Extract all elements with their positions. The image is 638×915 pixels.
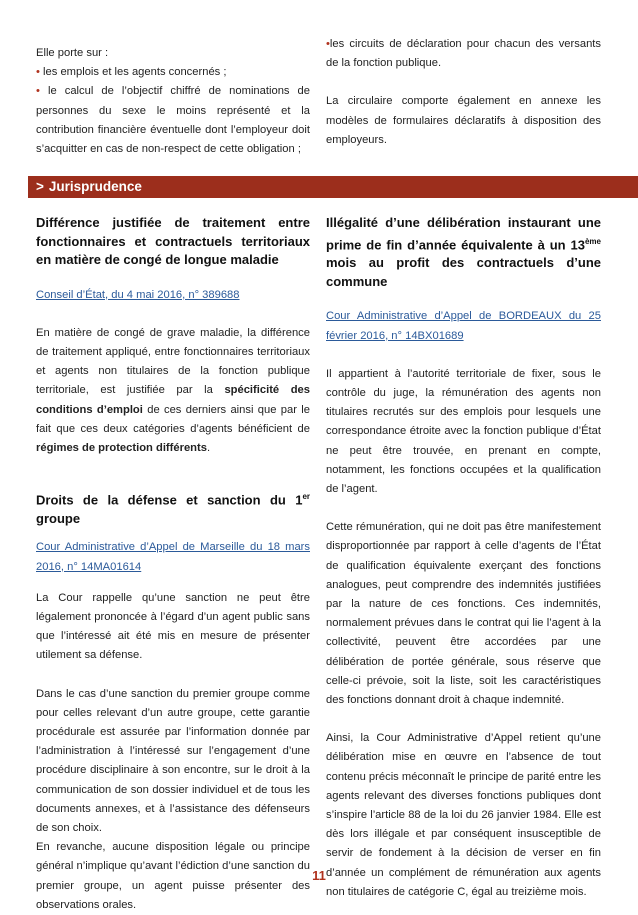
case-1-title: Différence justifiée de traitement entre fonctionnaires et contractuels territoriaux en matière de congé de longue maladie	[36, 215, 310, 267]
intro-heading: Elle porte sur :	[36, 47, 109, 59]
intro-bullet-circuits: •les circuits de déclaration pour chacun des versants de la fonction publique.	[326, 38, 601, 70]
case-2-title: Droits de la défense et sanction du 1er groupe	[36, 492, 310, 526]
case-2	[36, 488, 310, 915]
case-1-emphasis-2: régimes de protection différents	[36, 441, 207, 454]
case-3-title: Illégalité d’une délibération instaurant une prime de fin d’année équivalente à un 13ème mois au profit des contractuels d’une commune	[326, 215, 601, 289]
case-2-para-2: Dans le cas d’une sanction du premier groupe comme pour celles relevant d’un autre groupe, cette garantie procédurale est assurée par l’information donnée par l’administration à l’intéressé sur l’engagement d’une procédure disciplinaire à son encontre, sur le droit à la communication de son dossier individuel et de tous les documents annexes, et à l’assistance des défenseurs de son choix.	[36, 687, 310, 834]
intro-bullet-emplois: • les emplois et les agents concernés ;	[36, 66, 227, 79]
intro-right	[326, 35, 601, 150]
section-band-jurisprudence	[28, 176, 638, 198]
case-1-emphasis-1: spécificité des conditions d’emploi	[36, 384, 311, 416]
case-3-para-1: Il appartient à l’autorité territoriale de fixer, sous le contrôle du juge, la rémunération des agents non titulaires recrutés sur des emplois pour lesquels une correspondance étroite avec la fonction publique d’État ne peut être trouvée, en prenant en compte, notamment, les fonctions occupées et la qualification de l’agent.	[326, 367, 601, 495]
case-1-link[interactable]: Conseil d’État, du 4 mai 2016, n° 389688	[36, 288, 240, 301]
page-number: 11	[312, 868, 326, 883]
intro-left	[36, 44, 310, 159]
case-3-para-2: Cette rémunération, qui ne doit pas être manifestement disproportionnée par rapport à celle d’agents de l’État de qualification équivalente exerçant des fonctions analogues, peut comprendre des indemnités justifiées par la nature de ces fonctions. Ces indemnités, normalement prévues dans le contrat qui lie l’agent à la collectivité, peuvent être accordées par une délibération de portée générale, sous réserve que celle-ci prévoie, soit la liste, soit les caractéristiques des fonctions donnant droit à chaque indemnité.	[326, 521, 601, 706]
case-1	[36, 214, 310, 458]
intro-circulaire-para: La circulaire comporte également en annexe les modèles de formulaires déclaratifs à disposition des employeurs.	[326, 95, 601, 146]
case-1-paragraph: En matière de congé de grave maladie, la différence de traitement appliqué, entre fonctionnaires territoriaux et agents non titulaires de la fonction publique territoriale, est justifiée par la spécificité des conditions d’emploi de ces derniers ainsi que par le fait que ces deux catégories d’agents bénéficient de régimes de protection différents.	[36, 326, 311, 454]
chevron-right-icon: >	[36, 179, 44, 194]
case-2-para-1: La Cour rappelle qu’une sanction ne peut être légalement prononcée à l’égard d’un agent public sans que l’intéressé ait été mis en mesure de présenter utilement sa défense.	[36, 591, 310, 662]
bullet-marker: •	[326, 38, 330, 50]
case-3	[326, 214, 601, 902]
case-3-para-3: Ainsi, la Cour Administrative d’Appel retient qu’une délibération mise en œuvre en l’absence de tout contenu précis méconnaît le principe de parité entre les agents relevant des diverses fonctions publiques dont s’inspire l’article 88 de la loi du 26 janvier 1984. Elle est dès lors illégale et par conséquent insusceptible de servir de fondement à la décision de verser en fin d’année un complément de rémunération aux agents non titulaires de catégorie C, égal au treizième mois.	[326, 732, 601, 898]
section-title: Jurisprudence	[48, 179, 142, 194]
case-2-link[interactable]: Cour Administrative d’Appel de Marseille du 18 mars 2016, n° 14MA01614	[36, 541, 310, 573]
bullet-marker: •	[36, 66, 40, 79]
case-2-para-3: En revanche, aucune disposition légale ou principe général n’implique qu’avant l’édiction d’une sanction du premier groupe, un agent puisse présenter des observations orales.	[36, 841, 310, 911]
case-3-link[interactable]: Cour Administrative d’Appel de BORDEAUX du 25 février 2016, n° 14BX01689	[326, 310, 601, 342]
intro-bullet-calcul: • le calcul de l’objectif chiffré de nominations de personnes du sexe le moins représenté et la contribution financière éventuelle dont l’employeur doit s’acquitter en cas de non-respect de cette obligation ;	[36, 85, 311, 156]
bullet-marker: •	[36, 85, 40, 98]
